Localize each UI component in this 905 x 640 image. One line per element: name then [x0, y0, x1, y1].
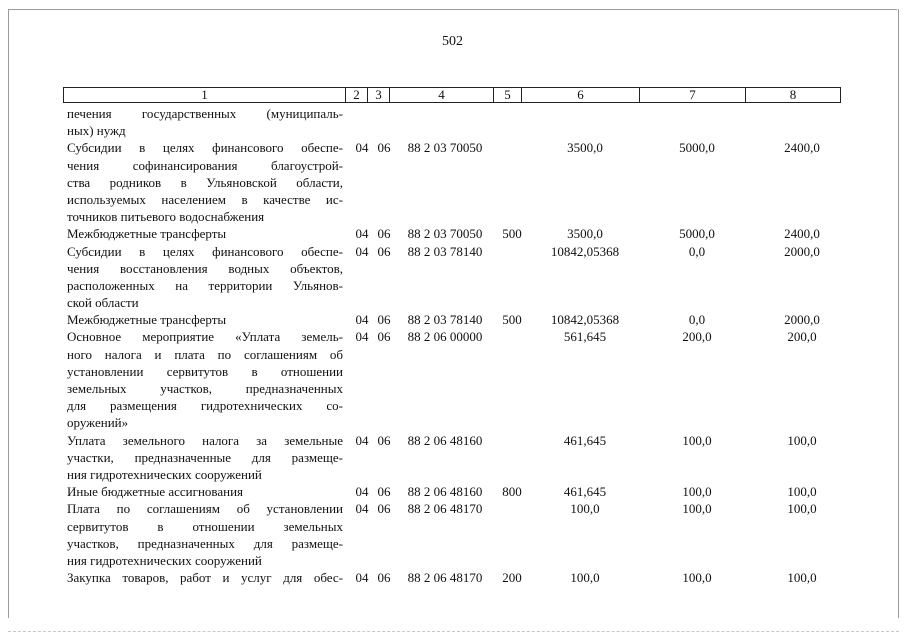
expense-type-code: 200: [502, 570, 522, 586]
expense-type-code: 500: [502, 312, 522, 328]
target-article-code: 88 2 06 48160: [407, 484, 483, 500]
subsection-code: 06: [377, 243, 391, 259]
row-description: [67, 139, 343, 225]
description-line: расположенных на территории Ульянов-: [67, 277, 343, 293]
page-border-right: [898, 9, 899, 618]
table-row: [67, 569, 847, 586]
subsection-code: 06: [377, 432, 391, 448]
header-col-2: 2: [346, 88, 368, 102]
table-row: [67, 500, 847, 569]
amount-col-7: 100,0: [682, 432, 712, 448]
amount-col-6: 10842,05368: [550, 243, 620, 259]
amount-col-6: 561,645: [563, 329, 607, 345]
page-number: 502: [442, 34, 463, 49]
target-article-code: 88 2 03 78140: [407, 243, 483, 259]
row-description: [67, 432, 343, 484]
description-line: чения восстановления водных объектов,: [67, 260, 343, 276]
section-code: 04: [355, 484, 369, 500]
amount-col-7: 100,0: [682, 570, 712, 586]
amount-col-8: 100,0: [787, 484, 817, 500]
subsection-code: 06: [377, 570, 391, 586]
description-line: ния гидротехнических сооружений: [67, 466, 262, 482]
table-body: [67, 105, 847, 586]
page-border-left: [8, 9, 9, 618]
page-border-top: [8, 9, 897, 10]
table-row: [67, 483, 847, 500]
header-col-6: 6: [522, 88, 640, 102]
amount-col-8: 200,0: [787, 329, 817, 345]
amount-col-6: 3500,0: [567, 226, 603, 242]
section-code: 04: [355, 432, 369, 448]
amount-col-6: 10842,05368: [550, 312, 620, 328]
description-line: Плата по соглашениям об установлении: [67, 501, 343, 517]
description-line: ской области: [67, 295, 139, 311]
description-line: ства родников в Ульяновской области,: [67, 174, 343, 190]
row-description: [67, 243, 343, 312]
description-line: Субсидии в целях финансового обеспе-: [67, 243, 343, 259]
header-col-7: 7: [640, 88, 746, 102]
amount-col-8: 2400,0: [784, 140, 820, 156]
header-col-3: 3: [368, 88, 390, 102]
amount-col-7: 5000,0: [679, 140, 715, 156]
expense-type-code: 800: [502, 484, 522, 500]
row-description: [67, 311, 343, 328]
amount-col-6: 461,645: [563, 432, 607, 448]
description-line: ного налога и плата по соглашениям об: [67, 346, 343, 362]
amount-col-7: 5000,0: [679, 226, 715, 242]
table-row: [67, 139, 847, 225]
description-line: печения государственных (муниципаль-: [67, 106, 343, 121]
description-line: установлении сервитутов в отношении: [67, 363, 343, 379]
subsection-code: 06: [377, 226, 391, 242]
row-description: [67, 328, 343, 431]
description-line: Уплата земельного налога за земельные: [67, 432, 343, 448]
subsection-code: 06: [377, 140, 391, 156]
header-col-1: 1: [64, 88, 346, 102]
section-code: 04: [355, 501, 369, 517]
table-row: [67, 105, 847, 139]
section-code: 04: [355, 140, 369, 156]
target-article-code: 88 2 06 00000: [407, 329, 483, 345]
description-line: ных) нужд: [67, 123, 126, 139]
amount-col-7: 0,0: [688, 312, 706, 328]
table-row: [67, 432, 847, 484]
description-line: участков, предназначенных для размеще-: [67, 535, 343, 551]
row-description: [67, 483, 343, 500]
section-code: 04: [355, 243, 369, 259]
description-line: Субсидии в целях финансового обеспе-: [67, 140, 343, 156]
amount-col-8: 2000,0: [784, 312, 820, 328]
table-row: [67, 243, 847, 312]
subsection-code: 06: [377, 329, 391, 345]
header-col-8: 8: [789, 87, 797, 102]
description-line: сервитутов в отношении земельных: [67, 518, 343, 534]
section-code: 04: [355, 329, 369, 345]
amount-col-6: 461,645: [563, 484, 607, 500]
expense-type-code: 500: [502, 226, 522, 242]
amount-col-6: 100,0: [570, 501, 600, 517]
section-code: 04: [355, 312, 369, 328]
target-article-code: 88 2 06 48170: [407, 501, 483, 517]
description-line: для размещения гидротехнических со-: [67, 398, 343, 414]
target-article-code: 88 2 03 70050: [407, 226, 483, 242]
table-row: [67, 311, 847, 328]
description-line: Основное мероприятие «Уплата земель-: [67, 329, 343, 345]
amount-col-6: 100,0: [570, 570, 600, 586]
amount-col-7: 100,0: [682, 484, 712, 500]
header-col-4: 4: [390, 88, 494, 102]
table-header-row: [63, 87, 841, 103]
amount-col-8: 2400,0: [784, 226, 820, 242]
row-description: [67, 225, 343, 242]
section-code: 04: [355, 226, 369, 242]
amount-col-8: 2000,0: [784, 243, 820, 259]
target-article-code: 88 2 03 70050: [407, 140, 483, 156]
section-code: 04: [355, 570, 369, 586]
description-line: Межбюджетные трансферты: [67, 226, 227, 242]
amount-col-6: 3500,0: [567, 140, 603, 156]
subsection-code: 06: [377, 484, 391, 500]
description-line: чения софинансирования благоустрой-: [67, 157, 343, 173]
amount-col-8: 100,0: [787, 501, 817, 517]
amount-col-8: 100,0: [787, 570, 817, 586]
description-line: Закупка товаров, работ и услуг для обес-: [67, 570, 343, 586]
description-line: оружений»: [67, 415, 129, 431]
row-description: [67, 105, 343, 139]
page-border-bottom: [8, 631, 899, 632]
amount-col-7: 200,0: [682, 329, 712, 345]
amount-col-7: 0,0: [688, 243, 706, 259]
description-line: Иные бюджетные ассигнования: [67, 484, 244, 500]
amount-col-7: 100,0: [682, 501, 712, 517]
table-row: [67, 328, 847, 431]
description-line: точников питьевого водоснабжения: [67, 209, 265, 225]
description-line: Межбюджетные трансферты: [67, 312, 227, 328]
row-description: [67, 500, 343, 569]
target-article-code: 88 2 06 48170: [407, 570, 483, 586]
target-article-code: 88 2 06 48160: [407, 432, 483, 448]
amount-col-8: 100,0: [787, 432, 817, 448]
subsection-code: 06: [377, 501, 391, 517]
description-line: участки, предназначенные для размеще-: [67, 449, 343, 465]
table-row: [67, 225, 847, 242]
description-line: используемых населением в качестве ис-: [67, 191, 343, 207]
target-article-code: 88 2 03 78140: [407, 312, 483, 328]
header-col-5: 5: [494, 88, 522, 102]
description-line: ния гидротехнических сооружений: [67, 552, 262, 568]
subsection-code: 06: [377, 312, 391, 328]
description-line: земельных участков, предназначенных: [67, 381, 343, 396]
row-description: [67, 569, 343, 586]
